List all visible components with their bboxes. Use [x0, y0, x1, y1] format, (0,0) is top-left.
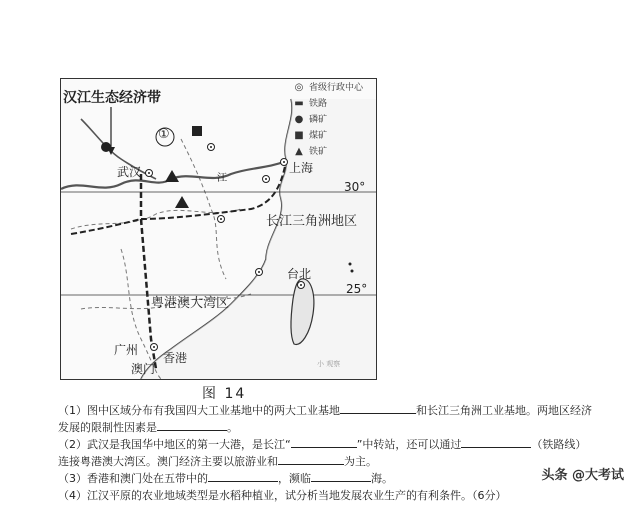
question-text: （4）江汉平原的农业地域类型是水稻种植业，试分析当地发展农业生产的有利条件。（6分）	[58, 489, 507, 502]
macau-label: 澳门	[131, 362, 156, 376]
question-text: 。	[227, 421, 238, 434]
city-dot-icon	[208, 144, 215, 151]
city-dot-icon	[263, 176, 270, 183]
legend-label: 煤矿	[309, 131, 328, 141]
answer-blank[interactable]	[311, 470, 371, 482]
yangtze-delta-label: 长江三角洲地区	[266, 214, 358, 229]
legend-item	[293, 80, 371, 96]
city-dot-icon	[281, 159, 288, 166]
question-3	[58, 470, 618, 487]
answer-blank[interactable]	[157, 419, 227, 431]
taibei-label: 台北	[287, 267, 312, 281]
phosphate-mine-icon: ●	[294, 114, 304, 125]
question-1	[58, 402, 618, 419]
question-block	[58, 402, 618, 504]
answer-blank[interactable]	[291, 436, 357, 448]
figure-caption: 图 14	[202, 386, 247, 402]
watermark: 头条 @大考试	[541, 468, 624, 483]
island-dot	[351, 270, 354, 273]
lat30-label: 30°	[344, 180, 366, 194]
han-river-belt-label: 汉江生态经济带	[63, 90, 161, 106]
question-text: （2）武汉是我国华中地区的第一大港，是长江“	[58, 438, 291, 451]
iron-mine-icon	[175, 196, 189, 208]
question-text: ，濒临	[278, 472, 311, 485]
railway-line	[141, 161, 286, 219]
question-1-cont	[58, 419, 618, 436]
city-dot-icon	[298, 282, 305, 289]
question-text: 发展的限制性因素是	[58, 421, 157, 434]
city-dot-icon	[256, 269, 263, 276]
legend-label: 铁路	[309, 99, 328, 109]
province-boundary	[181, 139, 226, 279]
question-2-cont	[58, 453, 618, 470]
city-dot-icon: ◎	[294, 82, 304, 93]
map-legend	[293, 80, 371, 160]
question-text: （3）香港和澳门处在五带中的	[58, 472, 208, 485]
iron-mine-icon: ▲	[295, 146, 303, 157]
legend-item	[293, 128, 371, 144]
coal-mine-icon	[192, 126, 202, 136]
question-text: 为主。	[344, 455, 377, 468]
legend-item	[293, 96, 371, 112]
legend-label: 磷矿	[309, 115, 328, 125]
city-dot-icon	[218, 216, 225, 223]
answer-blank[interactable]	[278, 453, 344, 465]
question-4	[58, 487, 618, 504]
wuhan-label: 武汉	[117, 165, 142, 179]
lat25-label: 25°	[346, 282, 368, 296]
answer-blank[interactable]	[340, 402, 416, 414]
answer-blank[interactable]	[208, 470, 278, 482]
legend-label: 省级行政中心	[309, 83, 364, 93]
railway-line	[141, 174, 156, 369]
iron-mine-icon	[165, 170, 179, 182]
coal-mine-icon: ■	[294, 130, 304, 141]
question-text: ”中转站，还可以通过	[356, 438, 462, 451]
gba-label: 粤港澳大湾区	[151, 296, 230, 311]
legend-item	[293, 144, 371, 160]
guangzhou-label: 广州	[114, 343, 139, 357]
railway-icon: ▬	[294, 98, 304, 109]
question-text: （1）图中区域分布有我国四大工业基地中的两大工业基地	[58, 404, 340, 417]
legend-label: 铁矿	[309, 147, 328, 157]
phosphate-mine-icon	[101, 142, 111, 152]
island-dot	[349, 263, 352, 266]
question-text: 连接粤港澳大湾区。澳门经济主要以旅游业和	[58, 455, 278, 468]
question-2	[58, 436, 618, 453]
city-dot-icon	[146, 170, 153, 177]
region-one-label: ①	[158, 127, 170, 142]
city-dot-icon	[151, 344, 158, 351]
question-text: 海。	[371, 472, 393, 485]
hongkong-label: 香港	[163, 351, 188, 365]
river-label: 江	[217, 173, 227, 184]
map-watermark: 小 观察	[317, 360, 341, 368]
answer-blank[interactable]	[461, 436, 531, 448]
question-text: 和长江三角洲工业基地。两地区经济	[416, 404, 592, 417]
question-text: （铁路线）	[531, 438, 587, 451]
shanghai-label: 上海	[289, 161, 314, 175]
legend-item	[293, 112, 371, 128]
